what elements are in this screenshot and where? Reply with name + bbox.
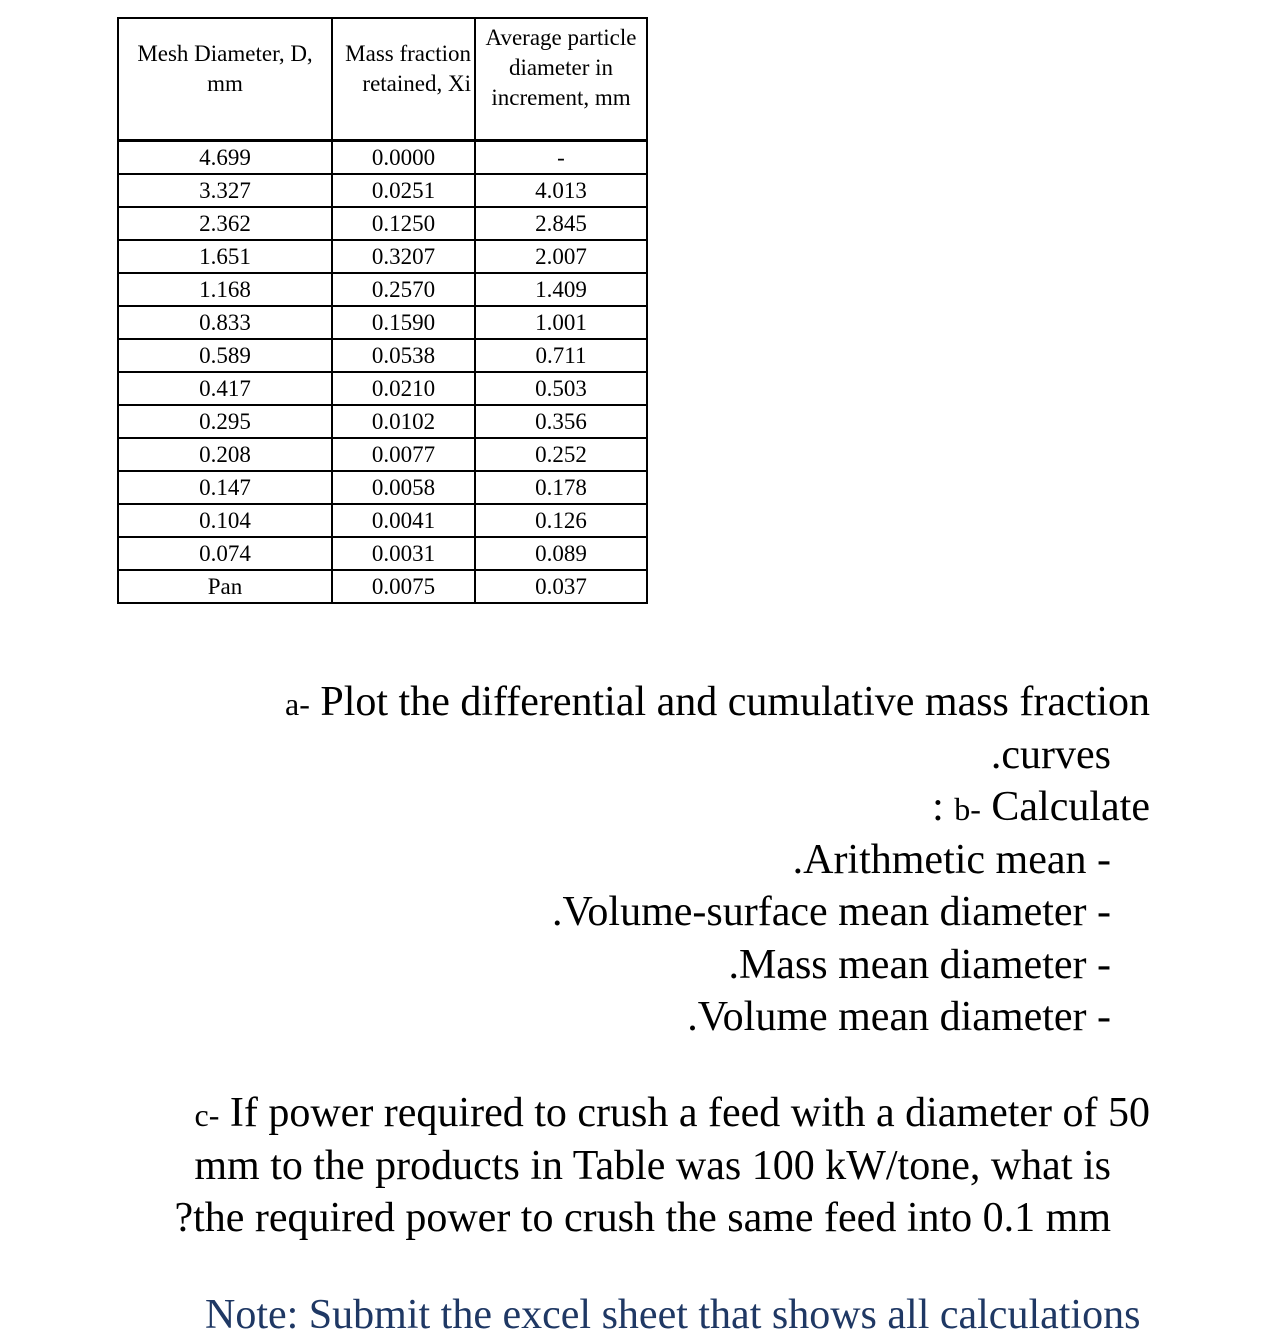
cell-mass-fraction: 0.1590 bbox=[332, 306, 475, 339]
table-row bbox=[118, 570, 647, 603]
cell-mass-fraction: 0.1250 bbox=[332, 207, 475, 240]
table-row bbox=[118, 273, 647, 306]
cell-mesh-diameter: 2.362 bbox=[118, 207, 332, 240]
cell-mesh-diameter: 0.295 bbox=[118, 405, 332, 438]
cell-average-diameter: 0.178 bbox=[475, 471, 647, 504]
cell-average-diameter: 1.409 bbox=[475, 273, 647, 306]
question-b-item-mass-mean: .Mass mean diameter - bbox=[728, 942, 1111, 988]
cell-mass-fraction: 0.0210 bbox=[332, 372, 475, 405]
header-mass-fraction: Mass fraction retained, Xi bbox=[332, 18, 475, 141]
table-row bbox=[118, 405, 647, 438]
question-b-colon: : bbox=[932, 784, 955, 830]
cell-average-diameter: 0.503 bbox=[475, 372, 647, 405]
cell-mesh-diameter: 4.699 bbox=[118, 141, 332, 175]
cell-mesh-diameter: 1.168 bbox=[118, 273, 332, 306]
cell-mass-fraction: 0.0058 bbox=[332, 471, 475, 504]
cell-mesh-diameter: 0.147 bbox=[118, 471, 332, 504]
cell-mesh-diameter: 1.651 bbox=[118, 240, 332, 273]
cell-mesh-diameter: 0.104 bbox=[118, 504, 332, 537]
question-b-label: b- bbox=[954, 791, 981, 827]
cell-average-diameter: 0.126 bbox=[475, 504, 647, 537]
table-row bbox=[118, 438, 647, 471]
question-a-line1 bbox=[285, 676, 1150, 730]
submission-note: Note: Submit the excel sheet that shows all calculations bbox=[205, 1292, 1141, 1338]
cell-mass-fraction: 0.0077 bbox=[332, 438, 475, 471]
cell-average-diameter: 0.037 bbox=[475, 570, 647, 603]
table-row bbox=[118, 339, 647, 372]
cell-average-diameter: - bbox=[475, 141, 647, 175]
cell-mass-fraction: 0.0102 bbox=[332, 405, 475, 438]
cell-mass-fraction: 0.2570 bbox=[332, 273, 475, 306]
table-body bbox=[118, 141, 647, 604]
cell-average-diameter: 0.356 bbox=[475, 405, 647, 438]
question-a-label: a- bbox=[284, 686, 310, 722]
header-average-diameter: Average particle diameter in increment, mm bbox=[475, 18, 647, 141]
table-row bbox=[118, 537, 647, 570]
cell-mass-fraction: 0.0538 bbox=[332, 339, 475, 372]
question-c-line3: ?the required power to crush the same feed into 0.1 mm bbox=[174, 1195, 1111, 1241]
question-b-heading bbox=[932, 781, 1150, 835]
header-mesh-diameter: Mesh Diameter, D, mm bbox=[118, 18, 332, 141]
question-b-item-volume-surface: .Volume-surface mean diameter - bbox=[552, 889, 1111, 935]
table-row bbox=[118, 471, 647, 504]
cell-average-diameter: 2.007 bbox=[475, 240, 647, 273]
cell-mass-fraction: 0.0251 bbox=[332, 174, 475, 207]
cell-average-diameter: 1.001 bbox=[475, 306, 647, 339]
question-a-line2: .curves bbox=[990, 732, 1111, 778]
cell-mesh-diameter: 3.327 bbox=[118, 174, 332, 207]
question-c-line1 bbox=[195, 1087, 1150, 1141]
cell-mesh-diameter: 0.589 bbox=[118, 339, 332, 372]
cell-mass-fraction: 0.0041 bbox=[332, 504, 475, 537]
table-header-row bbox=[118, 18, 647, 141]
cell-mass-fraction: 0.3207 bbox=[332, 240, 475, 273]
question-b-item-volume-mean: .Volume mean diameter - bbox=[687, 994, 1111, 1040]
cell-mass-fraction: 0.0031 bbox=[332, 537, 475, 570]
particle-size-table bbox=[117, 17, 648, 604]
cell-mesh-diameter: 0.833 bbox=[118, 306, 332, 339]
cell-mesh-diameter: Pan bbox=[118, 570, 332, 603]
question-c-line2: mm to the products in Table was 100 kW/tone, what is bbox=[194, 1143, 1111, 1189]
question-b-item-arithmetic: .Arithmetic mean - bbox=[792, 837, 1111, 883]
table-row bbox=[118, 240, 647, 273]
cell-average-diameter: 2.845 bbox=[475, 207, 647, 240]
question-b-text: Calculate bbox=[980, 784, 1150, 830]
table-row bbox=[118, 372, 647, 405]
cell-mesh-diameter: 0.417 bbox=[118, 372, 332, 405]
cell-average-diameter: 0.252 bbox=[475, 438, 647, 471]
question-a-text: Plot the differential and cumulative mass fraction bbox=[309, 679, 1150, 725]
cell-average-diameter: 0.711 bbox=[475, 339, 647, 372]
cell-mass-fraction: 0.0000 bbox=[332, 141, 475, 175]
cell-mesh-diameter: 0.208 bbox=[118, 438, 332, 471]
table-row bbox=[118, 174, 647, 207]
cell-mesh-diameter: 0.074 bbox=[118, 537, 332, 570]
table-row bbox=[118, 207, 647, 240]
table-row bbox=[118, 141, 647, 175]
question-c-label: c- bbox=[194, 1097, 220, 1133]
question-c-text: If power required to crush a feed with a diameter of 50 bbox=[219, 1090, 1150, 1136]
table-row bbox=[118, 504, 647, 537]
cell-average-diameter: 0.089 bbox=[475, 537, 647, 570]
cell-average-diameter: 4.013 bbox=[475, 174, 647, 207]
cell-mass-fraction: 0.0075 bbox=[332, 570, 475, 603]
table-row bbox=[118, 306, 647, 339]
